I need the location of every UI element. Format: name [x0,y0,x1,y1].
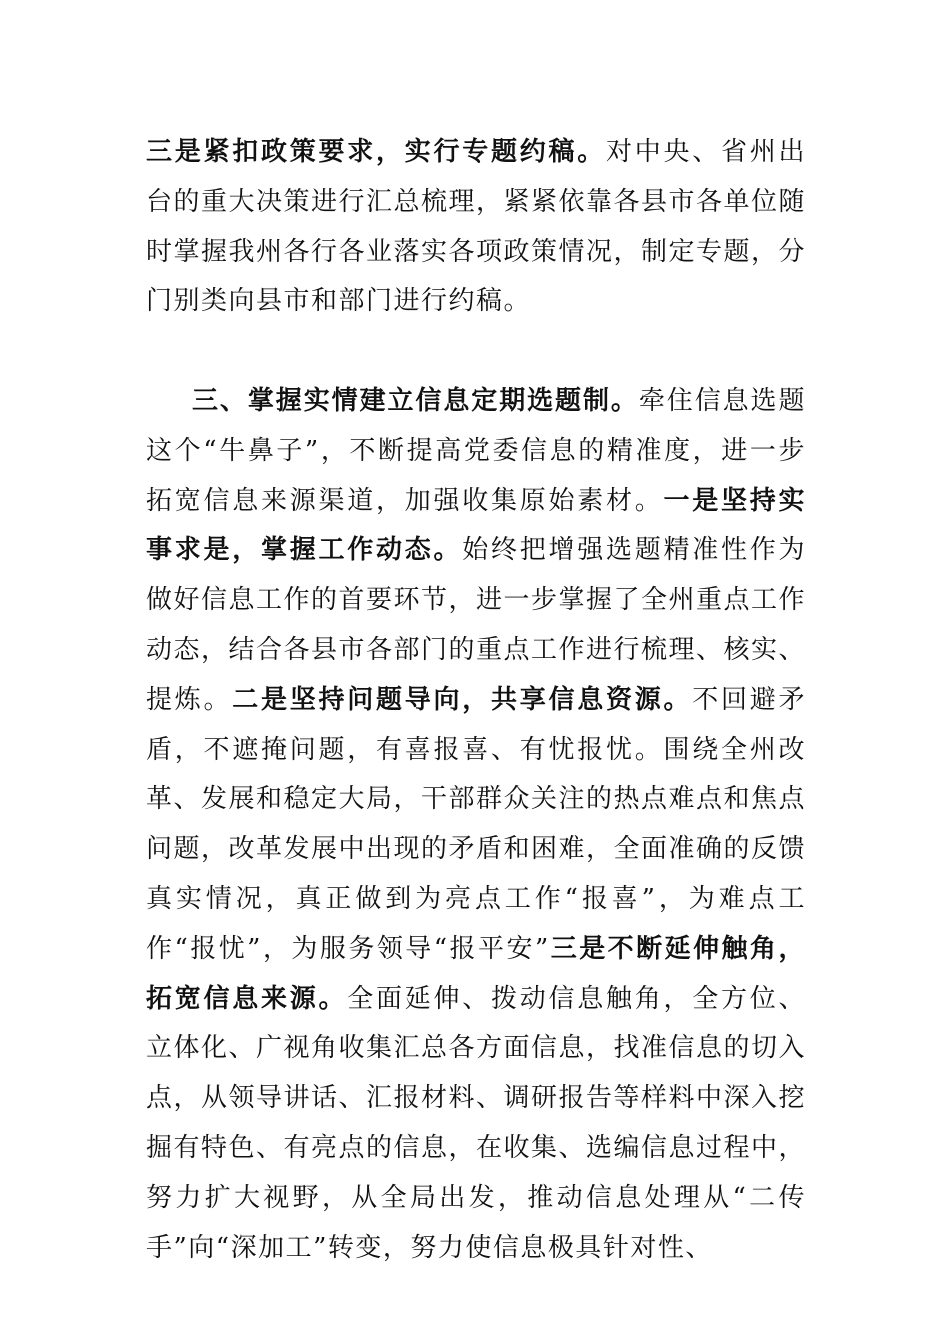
subheading-run: 一是坚持实事求是，掌握工作动态。 [146,485,806,566]
body-run: 牵住信息选题这个“牛鼻子”，不断提高党委信息的精准度，进一步拓宽信息来源渠道，加强收集原始素材。 [146,386,806,516]
section-heading: 三、掌握实情建立信息定期选题制。 [192,386,639,416]
paragraph-policy-commission [146,128,806,327]
subheading-run: 二是坚持问题导向，共享信息资源。 [232,684,693,715]
heading-run: 三是紧扣政策要求，实行专题约稿。 [146,137,606,167]
body-run: 不回避矛盾，不遮掩问题，有喜报喜、有忧报忧。围绕全州改革、发展和稳定大局，干部群众关注的热点难点和焦点问题，改革发展中出现的矛盾和困难，全面准确的反馈真实情况，真正做到为亮点工作“报喜”，为难点工作“报忧”，为服务领导“报平安” [146,684,807,964]
subheading-run: 三是不断延伸触角，拓宽信息来源。 [146,933,806,1014]
paragraph-topic-selection [146,377,806,1273]
body-run: 始终把增强选题精准性作为做好信息工作的首要环节，进一步掌握了全州重点工作动态，结合各县市各部门的重点工作进行梳理、核实、提炼。 [146,535,807,715]
body-run: 对中央、省州出台的重大决策进行汇总梳理，紧紧依靠各县市各单位随时掌握我州各行各业落实各项政策情况，制定专题，分门别类向县市和部门进行约稿。 [146,137,807,317]
body-run: 全面延伸、拨动信息触角，全方位、立体化、广视角收集汇总各方面信息，找准信息的切入点，从领导讲话、汇报材料、调研报告等样料中深入挖掘有特色、有亮点的信息，在收集、选编信息过程中，努力扩大视野，从全局出发，推动信息处理从“二传手”向“深加工”转变，努力使信息极具针对性、 [146,983,807,1263]
